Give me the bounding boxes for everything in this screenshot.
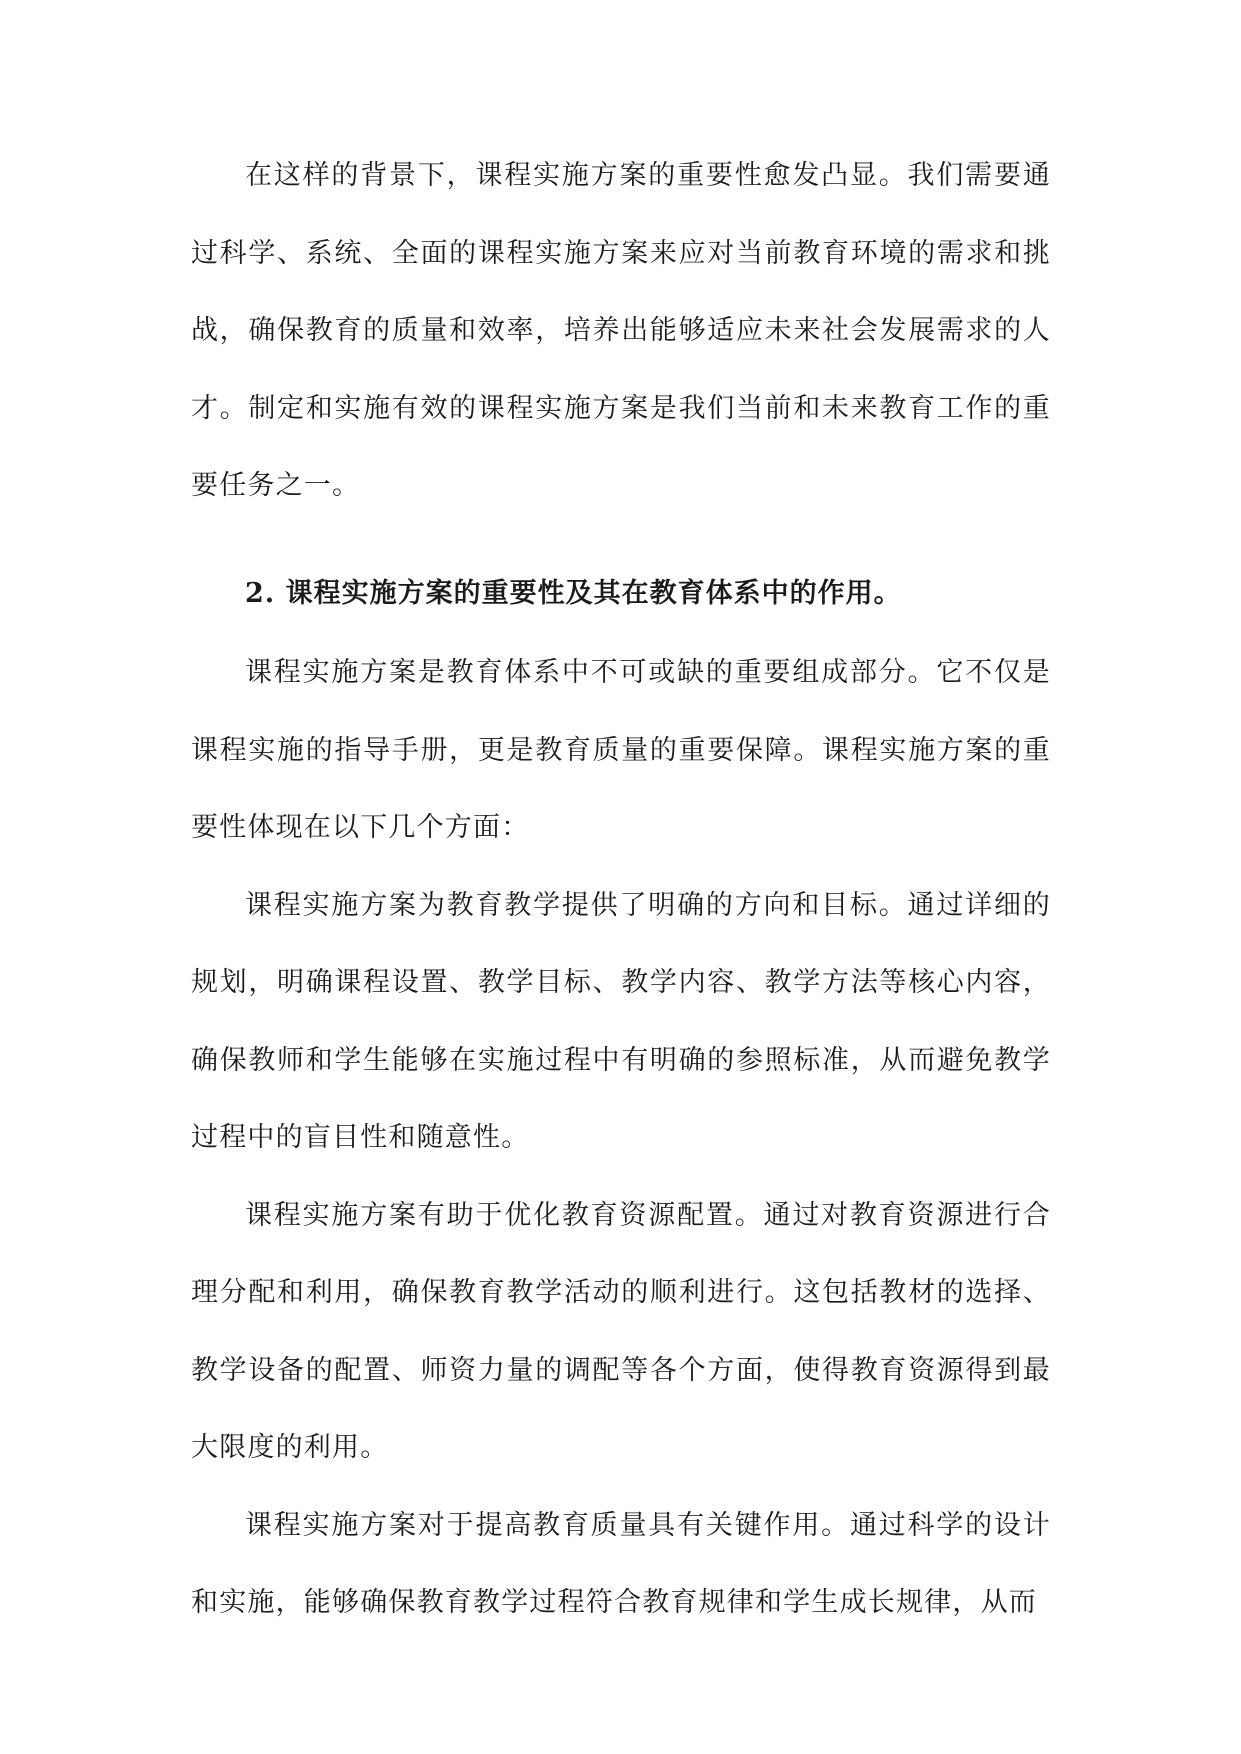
paragraph-importance-intro: 课程实施方案是教育体系中不可或缺的重要组成部分。它不仅是课程实施的指导手册，更是教育质量的重要保障。课程实施方案的重要性体现在以下几个方面： [191,657,1051,843]
document-body [191,137,1051,1642]
paragraph-quality: 课程实施方案对于提高教育质量具有关键作用。通过科学的设计和实施，能够确保教育教学过程符合教育规律和学生成长规律，从而 [191,1509,1051,1618]
paragraph-resource-allocation: 课程实施方案有助于优化教育资源配置。通过对教育资源进行合理分配和利用，确保教育教学活动的顺利进行。这包括教材的选择、教学设备的配置、师资力量的调配等各个方面，使得教育资源得到最大限度的利用。 [191,1199,1051,1463]
paragraph-background: 在这样的背景下，课程实施方案的重要性愈发凸显。我们需要通过科学、系统、全面的课程实施方案来应对当前教育环境的需求和挑战，确保教育的质量和效率，培养出能够适应未来社会发展需求的人才。制定和实施有效的课程实施方案是我们当前和未来教育工作的重要任务之一。 [191,160,1051,501]
paragraph-direction-goals: 课程实施方案为教育教学提供了明确的方向和目标。通过详细的规划，明确课程设置、教学目标、教学内容、教学方法等核心内容，确保教师和学生能够在实施过程中有明确的参照标准，从而避免教学过程中的盲目性和随意性。 [191,889,1051,1153]
section-heading: 2. 课程实施方案的重要性及其在教育体系中的作用。 [245,577,902,609]
